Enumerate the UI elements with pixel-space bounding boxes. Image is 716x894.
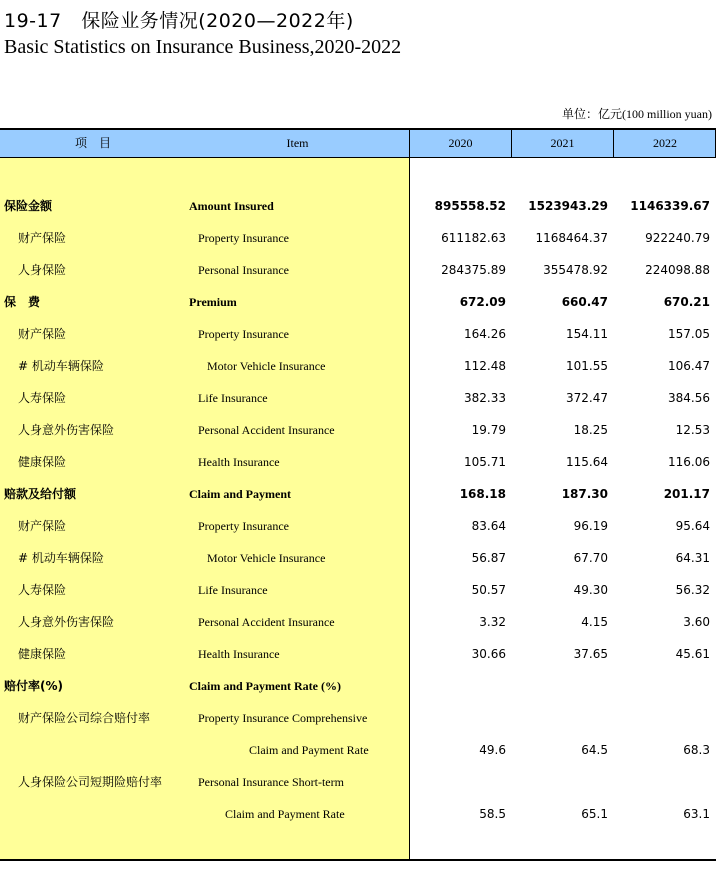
row-value-2020: 3.32 [479, 615, 506, 629]
table-row [0, 382, 716, 414]
table-row [0, 446, 716, 478]
row-value-2021: 187.30 [561, 487, 608, 501]
table-row [0, 254, 716, 286]
page-title-en: Basic Statistics on Insurance Business,2020-2022 [4, 36, 402, 58]
row-value-2021: 154.11 [566, 327, 608, 341]
row-label-cn: 健康保险 [18, 455, 67, 469]
header-year-2020: 2020 [448, 136, 473, 150]
row-label-en: Health Insurance [198, 455, 280, 469]
row-label-en: Personal Accident Insurance [198, 615, 335, 629]
row-value-2021: 96.19 [573, 519, 608, 533]
table-row [0, 542, 716, 574]
unit-en: (100 million yuan) [622, 107, 712, 121]
table-bottom-rule [0, 859, 716, 861]
row-label-cn: # 机动车辆保险 [18, 551, 104, 565]
page-title-cn: 19-17 保险业务情况(2020—2022年) [4, 10, 354, 32]
header-item-en: Item [286, 136, 309, 150]
row-label-cn: 赔款及给付额 [4, 487, 77, 501]
row-value-2021: 1168464.37 [535, 231, 608, 245]
row-label-cn: 财产保险 [18, 327, 67, 341]
row-value-2022: 63.1 [683, 807, 710, 821]
row-label-cn: 财产保险公司综合赔付率 [18, 711, 151, 725]
row-label-cn: 人身保险 [18, 263, 67, 277]
table-row [0, 574, 716, 606]
row-value-2022: 201.17 [663, 487, 710, 501]
row-value-2022: 670.21 [663, 295, 710, 309]
row-value-2022: 64.31 [675, 551, 710, 565]
table-row [0, 318, 716, 350]
row-label-en: Life Insurance [198, 391, 268, 405]
row-value-2020: 105.71 [464, 455, 506, 469]
row-value-2020: 382.33 [464, 391, 506, 405]
row-value-2022: 116.06 [668, 455, 710, 469]
row-value-2022: 922240.79 [645, 231, 710, 245]
row-label-en: Property Insurance Comprehensive [198, 711, 368, 725]
row-label-cn: 财产保险 [18, 231, 67, 245]
row-value-2020: 83.64 [471, 519, 506, 533]
row-value-2021: 65.1 [581, 807, 608, 821]
table-row [0, 606, 716, 638]
row-value-2022: 224098.88 [645, 263, 710, 277]
table-row [0, 478, 716, 510]
row-value-2021: 67.70 [573, 551, 608, 565]
row-value-2021: 49.30 [573, 583, 608, 597]
table-row [0, 766, 716, 798]
row-label-en: Personal Insurance [198, 263, 289, 277]
row-value-2020: 164.26 [464, 327, 506, 341]
row-value-2020: 58.5 [479, 807, 506, 821]
row-label-cn: # 机动车辆保险 [18, 359, 104, 373]
row-value-2020: 49.6 [479, 743, 506, 757]
row-value-2021: 4.15 [581, 615, 608, 629]
row-value-2022: 106.47 [668, 359, 710, 373]
row-value-2020: 284375.89 [441, 263, 506, 277]
row-value-2022: 1146339.67 [630, 199, 710, 213]
row-value-2021: 1523943.29 [528, 199, 608, 213]
row-value-2020: 50.57 [471, 583, 506, 597]
row-label-cn: 人寿保险 [18, 391, 67, 405]
row-label-cn: 人身意外伤害保险 [18, 615, 115, 629]
row-value-2022: 95.64 [675, 519, 710, 533]
row-label-cn: 保险金额 [4, 199, 53, 213]
table-row [0, 222, 716, 254]
row-label-cn: 人身意外伤害保险 [18, 423, 115, 437]
row-label-en: Personal Accident Insurance [198, 423, 335, 437]
row-value-2020: 19.79 [471, 423, 506, 437]
row-value-2020: 611182.63 [441, 231, 506, 245]
row-value-2021: 115.64 [566, 455, 608, 469]
row-value-2020: 672.09 [459, 295, 506, 309]
table-row [0, 798, 716, 830]
header-year-2022: 2022 [653, 136, 677, 150]
table-row [0, 638, 716, 670]
row-value-2021: 660.47 [561, 295, 608, 309]
row-value-2020: 30.66 [471, 647, 506, 661]
table-row [0, 734, 716, 766]
row-value-2020: 168.18 [459, 487, 506, 501]
divider-2020-2021 [511, 128, 512, 158]
row-label-en: Personal Insurance Short-term [198, 775, 344, 789]
row-label-en: Property Insurance [198, 519, 289, 533]
row-value-2020: 112.48 [464, 359, 506, 373]
table-row [0, 350, 716, 382]
row-value-2022: 157.05 [668, 327, 710, 341]
row-value-2021: 37.65 [573, 647, 608, 661]
row-label-en: Claim and Payment Rate [249, 743, 369, 757]
table-header [0, 128, 716, 158]
row-value-2022: 12.53 [675, 423, 710, 437]
row-value-2022: 56.32 [675, 583, 710, 597]
unit-cn: 单位：亿元 [561, 107, 622, 121]
table-row [0, 670, 716, 702]
row-label-cn: 赔付率(%) [4, 679, 63, 693]
statistics-table [0, 128, 716, 861]
row-value-2021: 64.5 [581, 743, 608, 757]
table-row [0, 702, 716, 734]
header-year-2021: 2021 [550, 136, 575, 150]
row-label-en: Premium [189, 295, 237, 309]
row-value-2022: 68.3 [683, 743, 710, 757]
header-item-cn: 项 目 [74, 136, 111, 150]
row-value-2021: 101.55 [566, 359, 608, 373]
row-label-en: Amount Insured [189, 199, 274, 213]
row-label-en: Motor Vehicle Insurance [207, 359, 326, 373]
row-value-2020: 56.87 [471, 551, 506, 565]
divider-2021-2022 [613, 128, 614, 158]
row-label-cn: 健康保险 [18, 647, 67, 661]
row-value-2022: 45.61 [675, 647, 710, 661]
row-value-2021: 355478.92 [543, 263, 608, 277]
row-label-en: Claim and Payment [189, 487, 291, 501]
row-value-2021: 372.47 [566, 391, 608, 405]
table-row [0, 414, 716, 446]
row-value-2022: 384.56 [668, 391, 710, 405]
row-label-en: Motor Vehicle Insurance [207, 551, 326, 565]
row-label-en: Life Insurance [198, 583, 268, 597]
row-label-cn: 财产保险 [18, 519, 67, 533]
row-value-2020: 895558.52 [434, 199, 506, 213]
row-label-en: Claim and Payment Rate (%) [189, 679, 341, 693]
unit-label [562, 105, 712, 122]
table-row [0, 190, 716, 222]
row-label-cn: 人身保险公司短期险赔付率 [18, 775, 163, 789]
row-label-en: Property Insurance [198, 327, 289, 341]
table-row [0, 286, 716, 318]
table-row [0, 510, 716, 542]
row-value-2022: 3.60 [683, 615, 710, 629]
row-value-2021: 18.25 [573, 423, 608, 437]
row-label-en: Health Insurance [198, 647, 280, 661]
table-top-rule [0, 128, 716, 130]
row-label-cn: 人寿保险 [18, 583, 67, 597]
row-label-en: Property Insurance [198, 231, 289, 245]
header-bottom-rule [0, 157, 716, 158]
row-label-cn: 保 费 [4, 295, 41, 309]
row-label-en: Claim and Payment Rate [225, 807, 345, 821]
